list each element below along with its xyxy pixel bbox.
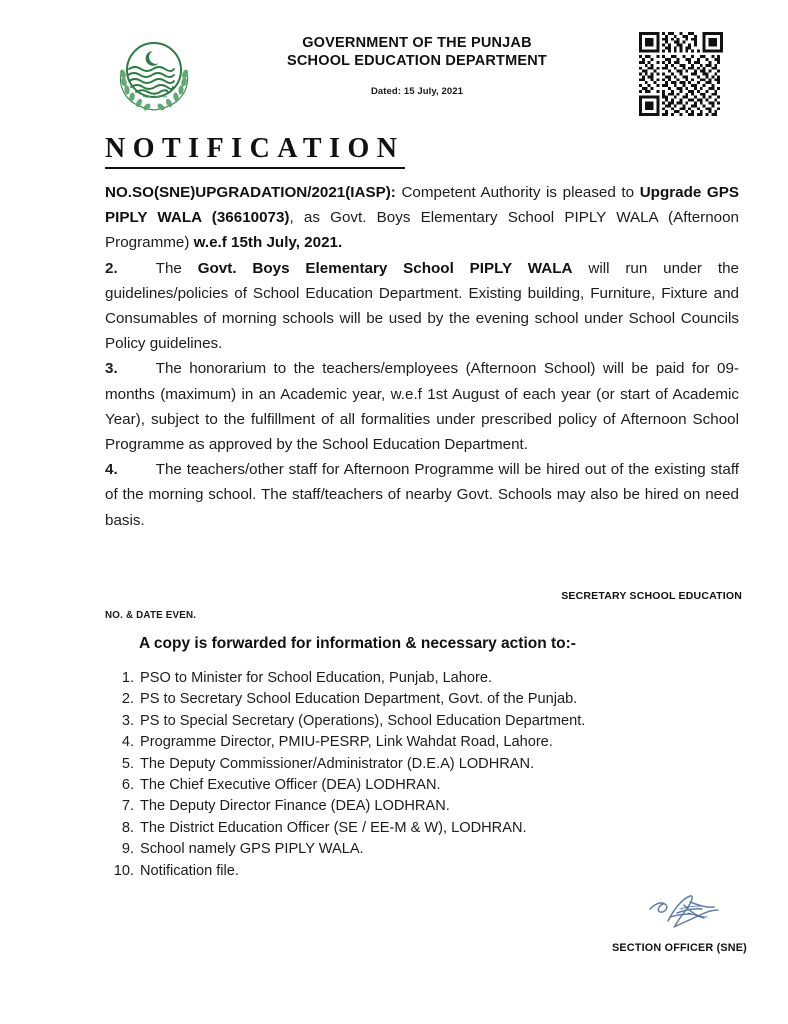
- list-item-label: School namely GPS PIPLY WALA.: [140, 841, 364, 858]
- paragraph-2-number: 2.: [105, 259, 118, 277]
- list-item: [108, 668, 668, 689]
- list-item-number: 4.: [121, 734, 134, 751]
- no-and-date-even-label: NO. & DATE EVEN.: [105, 610, 197, 621]
- effective-date: w.e.f 15th July, 2021.: [193, 234, 343, 252]
- paragraph-4-number: 4.: [105, 461, 118, 479]
- header-title-block: [232, 34, 602, 97]
- school-upgrade-detail: Upgrade GPS PIPLY WALA (36610073): [105, 184, 739, 227]
- paragraph-1-text-2: , as Govt. Boys Elementary School PIPLY WALA (Afternoon Programme): [105, 209, 739, 252]
- list-item-label: PS to Secretary School Education Department, Govt. of the Punjab.: [140, 691, 578, 708]
- paragraph-2-text-2: will run under the guidelines/policies of School Education Department. Existing building, Furniture, Fixture and Consumables of morning schools will be used by the evening school under School Councils Policy guidelines.: [105, 259, 739, 353]
- list-item: [108, 732, 668, 753]
- paragraph-1: [105, 180, 739, 256]
- paragraph-2: [105, 256, 739, 357]
- paragraph-3-text: The honorarium to the teachers/employees (Afternoon School) will be paid for 09-months (maximum) in an Academic year, w.e.f 1st August of each year (or start of Academic Year), subject to the fulfillment of all formalities under prescribed policy of Afternoon School Programme as approved by the School Education Department.: [105, 360, 739, 454]
- list-item-number: 1.: [121, 670, 134, 686]
- list-item-label: Programme Director, PMIU-PESRP, Link Wahdat Road, Lahore.: [140, 734, 553, 751]
- list-item: [108, 754, 668, 775]
- section-officer-designation: SECTION OFFICER (SNE): [612, 942, 747, 954]
- copy-forwarded-heading: A copy is forwarded for information & necessary action to:-: [139, 635, 576, 652]
- government-title-line-1: GOVERNMENT OF THE PUNJAB: [302, 35, 532, 51]
- document-header: [0, 24, 788, 124]
- paragraph-4-text: The teachers/other staff for Afternoon Programme will be hired out of the existing staff of the morning school. The staff/teachers of nearby Govt. Schools may also be hired on need basis.: [105, 461, 739, 529]
- list-item-number: 7.: [121, 798, 134, 815]
- list-item-number: 2.: [121, 691, 134, 708]
- paragraph-2-text-1: The: [155, 259, 198, 277]
- list-item-number: 3.: [121, 712, 134, 729]
- list-item-number: 6.: [121, 777, 134, 794]
- list-item-label: PS to Special Secretary (Operations), School Education Department.: [140, 712, 586, 729]
- list-item-number: 8.: [121, 819, 134, 836]
- list-item-label: The District Education Officer (SE / EE-M & W), LODHRAN.: [140, 819, 527, 836]
- list-item-label: The Deputy Commissioner/Administrator (D.E.A) LODHRAN.: [140, 755, 535, 772]
- list-item-label: The Chief Executive Officer (DEA) LODHRAN.: [140, 777, 441, 794]
- list-item-label: The Deputy Director Finance (DEA) LODHRAN.: [140, 798, 450, 815]
- list-item: [108, 711, 668, 732]
- paragraph-1-text-1: Competent Authority is pleased to: [395, 184, 640, 201]
- paragraph-3-number: 3.: [105, 360, 118, 378]
- page-title: NOTIFICATION: [105, 134, 405, 169]
- department-title-line-2: SCHOOL EDUCATION DEPARTMENT: [287, 53, 547, 69]
- list-item-number: 5.: [121, 755, 134, 772]
- qr-code-icon: [639, 32, 723, 116]
- list-item: [108, 796, 668, 817]
- school-name-bold: Govt. Boys Elementary School PIPLY WALA: [197, 259, 573, 277]
- list-item: [108, 861, 668, 882]
- list-item: [108, 775, 668, 796]
- handwritten-signature-icon: [644, 893, 732, 935]
- list-item-label: PSO to Minister for School Education, Punjab, Lahore.: [140, 670, 493, 686]
- list-item: [108, 818, 668, 839]
- list-item-label: Notification file.: [140, 862, 239, 879]
- document-date: Dated: 15 July, 2021: [370, 86, 464, 97]
- list-item: [108, 839, 668, 860]
- list-item-number: 9.: [121, 841, 134, 858]
- paragraph-3: [105, 356, 739, 457]
- list-item-number: 10.: [113, 862, 134, 879]
- list-item: [108, 689, 668, 710]
- punjab-government-emblem-icon: [112, 32, 196, 116]
- distribution-list: [108, 668, 668, 882]
- notification-body: [105, 180, 739, 533]
- reference-number: NO.SO(SNE)UPGRADATION/2021(IASP):: [105, 184, 396, 201]
- secretary-designation: SECRETARY SCHOOL EDUCATION: [561, 590, 742, 602]
- paragraph-4: [105, 457, 739, 533]
